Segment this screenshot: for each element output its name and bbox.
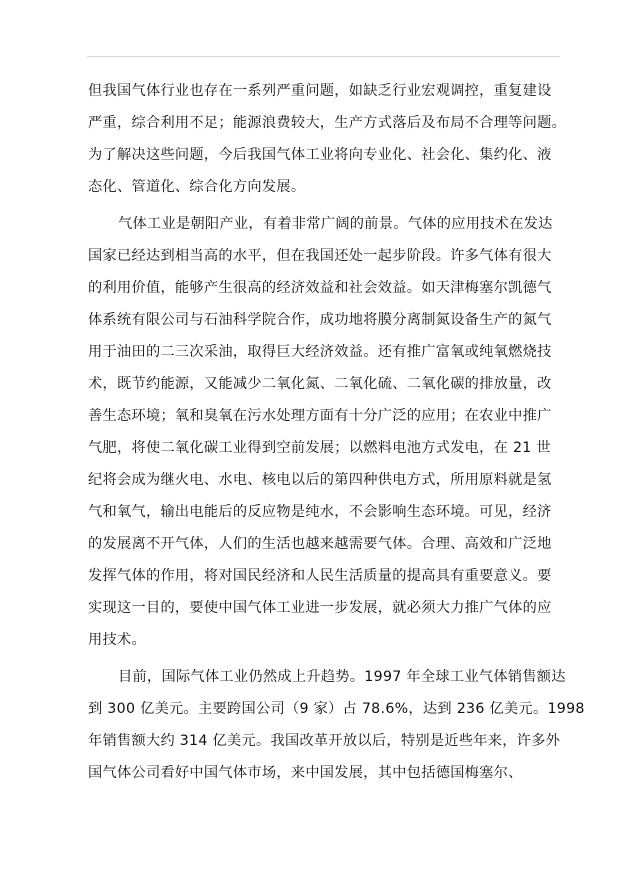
paragraph-3-line: 国气体公司看好中国气体市场，来中国发展，其中包括德国梅塞尔、 (88, 765, 523, 781)
paragraph-3-line: 到 300 亿美元。主要跨国公司（9 家）占 78.6%，达到 236 亿美元。1998 (88, 701, 585, 717)
paragraph-1-line: 态化、管道化、综合化方向发展。 (88, 179, 306, 195)
paragraph-2-line: 用技术。 (88, 632, 146, 648)
paragraph-2-line: 气体工业是朝阳产业，有着非常广阔的前景。气体的应用技术在发达 (118, 216, 553, 232)
paragraph-2-line: 纪将会成为继火电、水电、核电以后的第四种供电方式，所用原料就是氢 (88, 472, 552, 488)
paragraph-2-line: 善生态环境；氧和臭氧在污水处理方面有十分广泛的应用；在农业中推广 (88, 408, 552, 424)
paragraph-2-line: 的利用价值，能够产生很高的经济效益和社会效益。如天津梅塞尔凯德气 (88, 280, 552, 296)
paragraph-2-line: 的发展离不开气体，人们的生活也越来越需要气体。合理、高效和广泛地 (88, 536, 552, 552)
paragraph-2-line: 气肥，将使二氧化碳工业得到空前发展；以燃料电池方式发电，在 21 世 (88, 440, 551, 456)
paragraph-2-line: 气和氧气，输出电能后的反应物是纯水，不会影响生态环境。可见，经济 (88, 504, 552, 520)
paragraph-2-line: 实现这一目的，要使中国气体工业进一步发展，就必须大力推广气体的应 (88, 600, 552, 616)
header-rule (87, 56, 560, 57)
paragraph-2-line: 术，既节约能源，又能减少二氧化氮、二氧化硫、二氧化碳的排放量，改 (88, 376, 552, 392)
paragraph-1-line: 但我国气体行业也存在一系列严重问题，如缺乏行业宏观调控，重复建设 (88, 83, 552, 99)
paragraph-2-line: 发挥气体的作用，将对国民经济和人民生活质量的提高具有重要意义。要 (88, 568, 552, 584)
paragraph-2-line: 国家已经达到相当高的水平，但在我国还处一起步阶段。许多气体有很大 (88, 248, 552, 264)
paragraph-3-line: 目前，国际气体工业仍然成上升趋势。1997 年全球工业气体销售额达 (118, 669, 566, 685)
paragraph-1-line: 严重，综合利用不足；能源浪费较大，生产方式落后及布局不合理等问题。 (88, 115, 567, 131)
paragraph-1-line: 为了解决这些问题，今后我国气体工业将向专业化、社会化、集约化、液 (88, 147, 552, 163)
paragraph-2-line: 体系统有限公司与石油科学院合作，成功地将膜分离制氮设备生产的氮气 (88, 312, 552, 328)
paragraph-2-line: 用于油田的二三次采油，取得巨大经济效益。还有推广富氧或纯氧燃烧技 (88, 344, 552, 360)
paragraph-3-line: 年销售额大约 314 亿美元。我国改革开放以后，特别是近些年来，许多外 (88, 733, 561, 749)
